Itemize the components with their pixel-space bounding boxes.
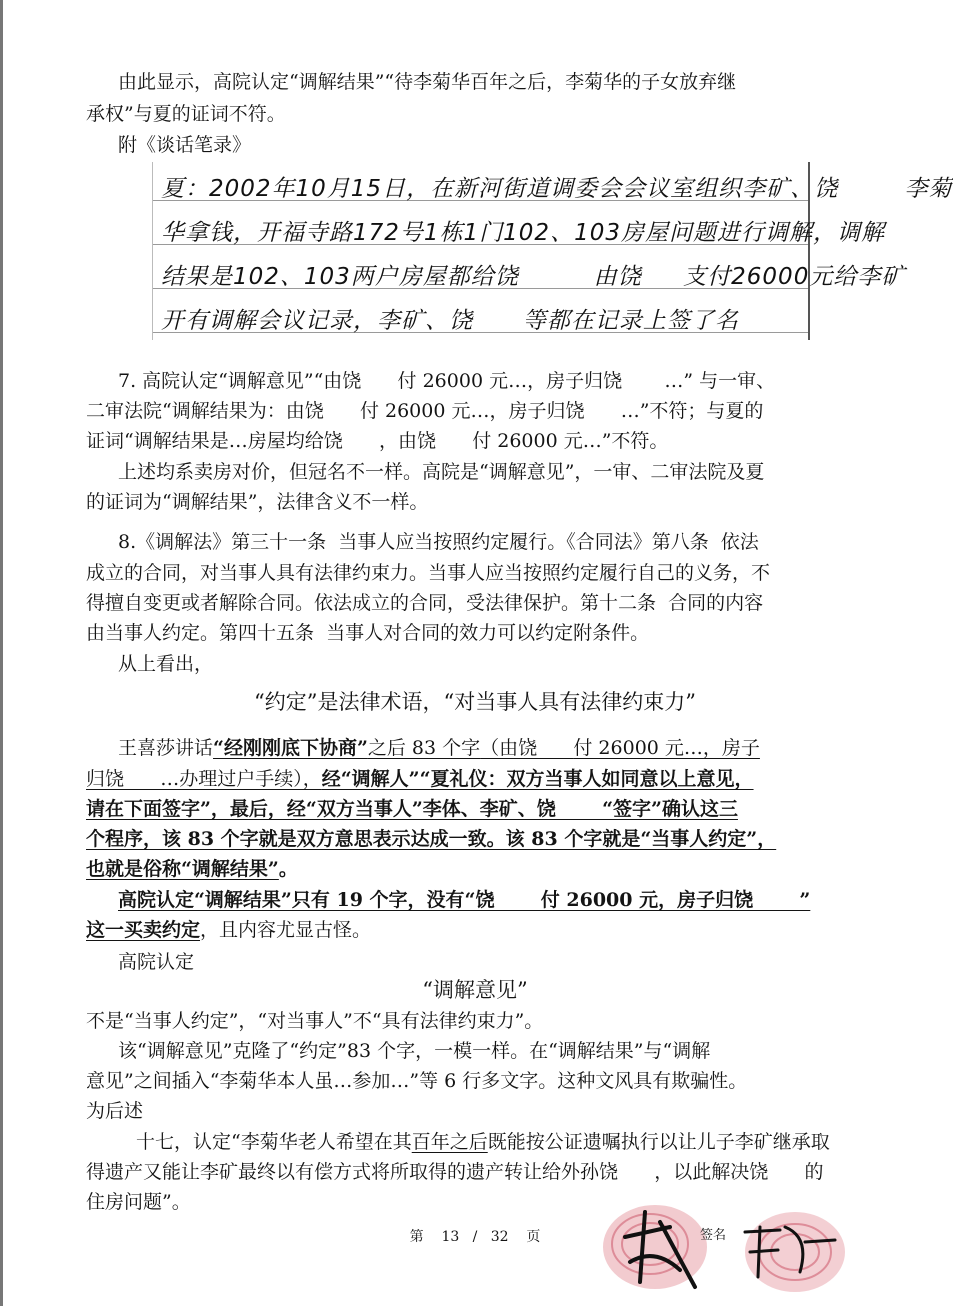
text-line (86, 1190, 191, 1214)
text-segment: 不是“当事人约定”，“对当事人”不“具有法律约束力”。 (86, 1010, 544, 1032)
centered-heading: “约定”是法律术语，“对当事人具有法律约束力” (254, 690, 696, 714)
text-segment: 8.《调解法》第三十一条 当事人应当按照约定履行。《合同法》第八条 依法 (118, 531, 759, 553)
text-segment: 意见”之间插入“李菊华本人虽…参加…”等 6 行多文字。这种文风具有欺骗性。 (86, 1070, 748, 1092)
text-line (118, 133, 251, 157)
text-segment: 归饶 …办理过户手续）， (86, 768, 322, 790)
text-line (118, 70, 736, 94)
text-line (118, 369, 775, 393)
text-segment: （由饶 (480, 737, 574, 759)
centered-heading: “调解意见” (422, 978, 528, 1002)
text-segment: 成立的合同，对当事人具有法律约束力。当事人应当按照约定履行自己的义务，不 (86, 562, 771, 584)
text-segment: 。 (278, 858, 298, 880)
text-line (86, 827, 776, 851)
text-segment: 证词“调解结果是…房屋均给饶 ，由饶 付 26000 元…”不符。 (86, 430, 669, 452)
text-segment: 请在下面签字”，最后，经“双方当事人”李体、李矿、饶 “签字”确认这三 (86, 798, 738, 820)
text-segment: 由此显示，高院认定“调解结果”“待李菊华百年之后，李菊华的子女放弃继 (118, 71, 737, 93)
text-line (86, 857, 298, 881)
note-line: 结果是102、103两户房屋都给饶 由饶 支付26000元给李矿 (161, 264, 906, 290)
note-line: 开有调解会议记录，李矿、饶 等都在记录上签了名 (161, 308, 739, 334)
text-segment: 为后述 (86, 1100, 144, 1122)
text-segment: 住房问题”。 (86, 1191, 191, 1213)
note-line: 华拿钱，开福寺路172号1栋1门102、103房屋问题进行调解，调解 (161, 220, 885, 246)
interview-notes-image (152, 162, 953, 340)
text-segment: 经“调解人”“夏礼仪：双方当事人如同意以上意见， (321, 768, 754, 790)
text-line (86, 918, 371, 942)
text-line (86, 621, 649, 645)
text-line (86, 1009, 543, 1033)
text-segment: 由当事人约定。第四十五条 当事人对合同的效力可以约定附条件。 (86, 622, 650, 644)
text-segment: 7. 高院认定“调解意见”“由饶 付 26000 元…，房子归饶 …” 与一审、 (118, 370, 776, 392)
text-segment: 个程序，该 83 个字就是双方意思表示达成一致。该 83 个字就是“当事人约定”， (86, 828, 777, 850)
text-line (86, 1069, 747, 1093)
text-line (118, 460, 764, 484)
signature-label: 签名 (700, 1228, 727, 1243)
text-segment: 高院认定“调解结果”只有 19 个字，没有“饶 付 26000 元，房子归饶 ” (118, 889, 811, 911)
text-segment: 二审法院“调解结果为：由饶 付 26000 元…，房子归饶 …”不符；与夏的 (86, 400, 764, 422)
text-line (86, 797, 738, 821)
text-segment: 也就是俗称“调解结果” (86, 858, 279, 880)
text-segment: 高院认定 (118, 951, 195, 973)
text-segment: 上述均系卖房对价，但冠名不一样。高院是“调解意见”，一审、二审法院及夏 (118, 461, 765, 483)
text-line (86, 1160, 823, 1184)
note-line: 夏：2002年10月15日，在新河街道调委会会议室组织李矿、饶 李菊 (161, 176, 953, 202)
text-segment: 之后 83 个字 (367, 737, 481, 759)
signature-stamp (600, 1192, 850, 1302)
text-line (86, 1099, 143, 1123)
text-segment: 承权”与夏的证词不符。 (86, 103, 286, 125)
text-segment: 该“调解意见”克隆了“约定”83 个字，一模一样。在“调解结果”与“调解 (118, 1040, 711, 1062)
text-line (118, 736, 760, 760)
text-line (86, 429, 668, 453)
text-segment: 百年之后 (411, 1131, 488, 1153)
scan-edge (0, 0, 3, 1306)
text-line (118, 1039, 710, 1063)
footer-sep: / (472, 1229, 478, 1245)
text-segment: “经刚刚底下协商” (213, 737, 368, 759)
text-segment: 的证词为“调解结果”，法律含义不一样。 (86, 491, 429, 513)
text-segment: 附《谈话笔录》 (118, 134, 252, 156)
page-number: 13 (441, 1229, 460, 1245)
text-line (86, 399, 763, 423)
page-total: 32 (490, 1229, 509, 1245)
text-segment: 王喜莎讲话 (118, 737, 214, 759)
text-line (86, 102, 286, 126)
footer-prefix: 第 (409, 1229, 424, 1245)
text-segment: ，且内容尤显古怪。 (200, 919, 372, 941)
text-segment: 既能按公证遗嘱执行以让儿子李矿继承取 (487, 1131, 830, 1153)
text-segment: 十七，认定“李菊华老人希望在其 (136, 1131, 412, 1153)
text-line (118, 652, 213, 676)
text-segment: 从上看出， (118, 653, 214, 675)
text-line (86, 490, 428, 514)
text-segment: 得遗产又能让李矿最终以有偿方式将所取得的遗产转让给外孙饶 ，以此解决饶 的 (86, 1161, 824, 1183)
text-segment: 这一买卖约定 (86, 919, 201, 941)
text-line (86, 561, 770, 585)
text-segment: 得擅自变更或者解除合同。依法成立的合同，受法律保护。第十二条 合同的内容 (86, 592, 764, 614)
text-segment: 付 26000 元…，房子 (573, 737, 760, 759)
text-line (118, 950, 194, 974)
text-line (86, 767, 754, 791)
text-line (86, 591, 763, 615)
footer-suffix: 页 (526, 1229, 541, 1245)
text-line (136, 1130, 830, 1154)
text-line (118, 888, 810, 912)
text-line (118, 530, 759, 554)
